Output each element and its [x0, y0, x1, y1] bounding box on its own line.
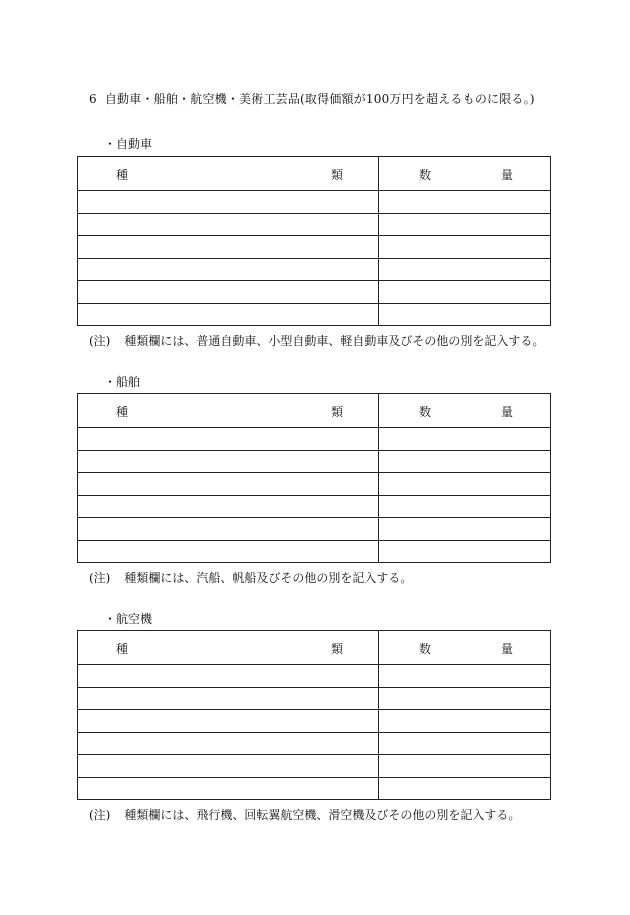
aircraft-note — [89, 806, 520, 823]
type-header-left: 種 — [116, 405, 129, 419]
section-number: 6 — [89, 92, 97, 106]
quantity-header-right: 量 — [501, 168, 514, 182]
type-cell[interactable] — [78, 518, 379, 541]
type-cell[interactable] — [78, 777, 379, 800]
note-text: 種類欄には、汽船、帆船及びその他の別を記入する。 — [124, 571, 413, 585]
type-header-right: 類 — [331, 642, 344, 656]
table-row — [78, 777, 551, 800]
automobile-note — [89, 332, 544, 349]
table-row — [78, 258, 551, 281]
section-label-ship: ・船舶 — [104, 375, 141, 389]
type-header-left: 種 — [116, 168, 129, 182]
table-row — [78, 495, 551, 518]
type-cell[interactable] — [78, 687, 379, 710]
quantity-header-left: 数 — [419, 642, 432, 656]
quantity-header-right: 量 — [501, 405, 514, 419]
table-row — [78, 518, 551, 541]
type-cell[interactable] — [78, 428, 379, 451]
quantity-cell[interactable] — [379, 450, 551, 473]
table-row — [78, 732, 551, 755]
quantity-cell[interactable] — [379, 540, 551, 563]
type-cell[interactable] — [78, 450, 379, 473]
quantity-cell[interactable] — [379, 755, 551, 778]
table-row — [78, 755, 551, 778]
type-cell[interactable] — [78, 495, 379, 518]
quantity-cell[interactable] — [379, 777, 551, 800]
quantity-cell[interactable] — [379, 428, 551, 451]
section-label-aircraft: ・航空機 — [104, 612, 153, 626]
quantity-cell[interactable] — [379, 303, 551, 326]
quantity-cell[interactable] — [379, 191, 551, 214]
note-prefix: (注) — [89, 808, 111, 822]
aircraft-table — [77, 630, 551, 800]
type-column-header — [78, 157, 379, 191]
section-heading — [89, 90, 535, 107]
type-cell[interactable] — [78, 540, 379, 563]
ship-note — [89, 569, 412, 586]
type-cell[interactable] — [78, 281, 379, 304]
type-cell[interactable] — [78, 710, 379, 733]
type-column-header — [78, 394, 379, 428]
quantity-header-left: 数 — [419, 405, 432, 419]
quantity-cell[interactable] — [379, 665, 551, 688]
type-header-right: 類 — [331, 405, 344, 419]
quantity-cell[interactable] — [379, 236, 551, 259]
type-header-left: 種 — [116, 642, 129, 656]
quantity-cell[interactable] — [379, 495, 551, 518]
quantity-header-right: 量 — [501, 642, 514, 656]
table-row — [78, 450, 551, 473]
table-row — [78, 665, 551, 688]
note-prefix: (注) — [89, 571, 111, 585]
quantity-cell[interactable] — [379, 518, 551, 541]
type-cell[interactable] — [78, 665, 379, 688]
quantity-column-header — [379, 631, 551, 665]
quantity-cell[interactable] — [379, 473, 551, 496]
type-cell[interactable] — [78, 213, 379, 236]
table-row — [78, 687, 551, 710]
quantity-column-header — [379, 394, 551, 428]
type-cell[interactable] — [78, 191, 379, 214]
quantity-cell[interactable] — [379, 258, 551, 281]
type-cell[interactable] — [78, 755, 379, 778]
table-row — [78, 303, 551, 326]
section-label-automobile: ・自動車 — [104, 137, 153, 151]
table-row — [78, 428, 551, 451]
type-cell[interactable] — [78, 732, 379, 755]
type-cell[interactable] — [78, 258, 379, 281]
quantity-header-left: 数 — [419, 168, 432, 182]
note-text: 種類欄には、普通自動車、小型自動車、軽自動車及びその他の別を記入する。 — [124, 334, 545, 348]
table-row — [78, 540, 551, 563]
type-cell[interactable] — [78, 236, 379, 259]
ship-table — [77, 393, 551, 563]
table-row — [78, 710, 551, 733]
type-cell[interactable] — [78, 303, 379, 326]
note-prefix: (注) — [89, 334, 111, 348]
type-header-right: 類 — [331, 168, 344, 182]
automobile-table — [77, 156, 551, 326]
section-title: 自動車・船舶・航空機・美術工芸品(取得価額が100万円を超えるものに限る。) — [104, 92, 535, 106]
quantity-cell[interactable] — [379, 687, 551, 710]
table-row — [78, 236, 551, 259]
table-row — [78, 213, 551, 236]
quantity-column-header — [379, 157, 551, 191]
type-column-header — [78, 631, 379, 665]
table-row — [78, 281, 551, 304]
table-row — [78, 473, 551, 496]
note-text: 種類欄には、飛行機、回転翼航空機、滑空機及びその他の別を記入する。 — [124, 808, 521, 822]
quantity-cell[interactable] — [379, 732, 551, 755]
quantity-cell[interactable] — [379, 710, 551, 733]
table-row — [78, 191, 551, 214]
quantity-cell[interactable] — [379, 281, 551, 304]
quantity-cell[interactable] — [379, 213, 551, 236]
type-cell[interactable] — [78, 473, 379, 496]
